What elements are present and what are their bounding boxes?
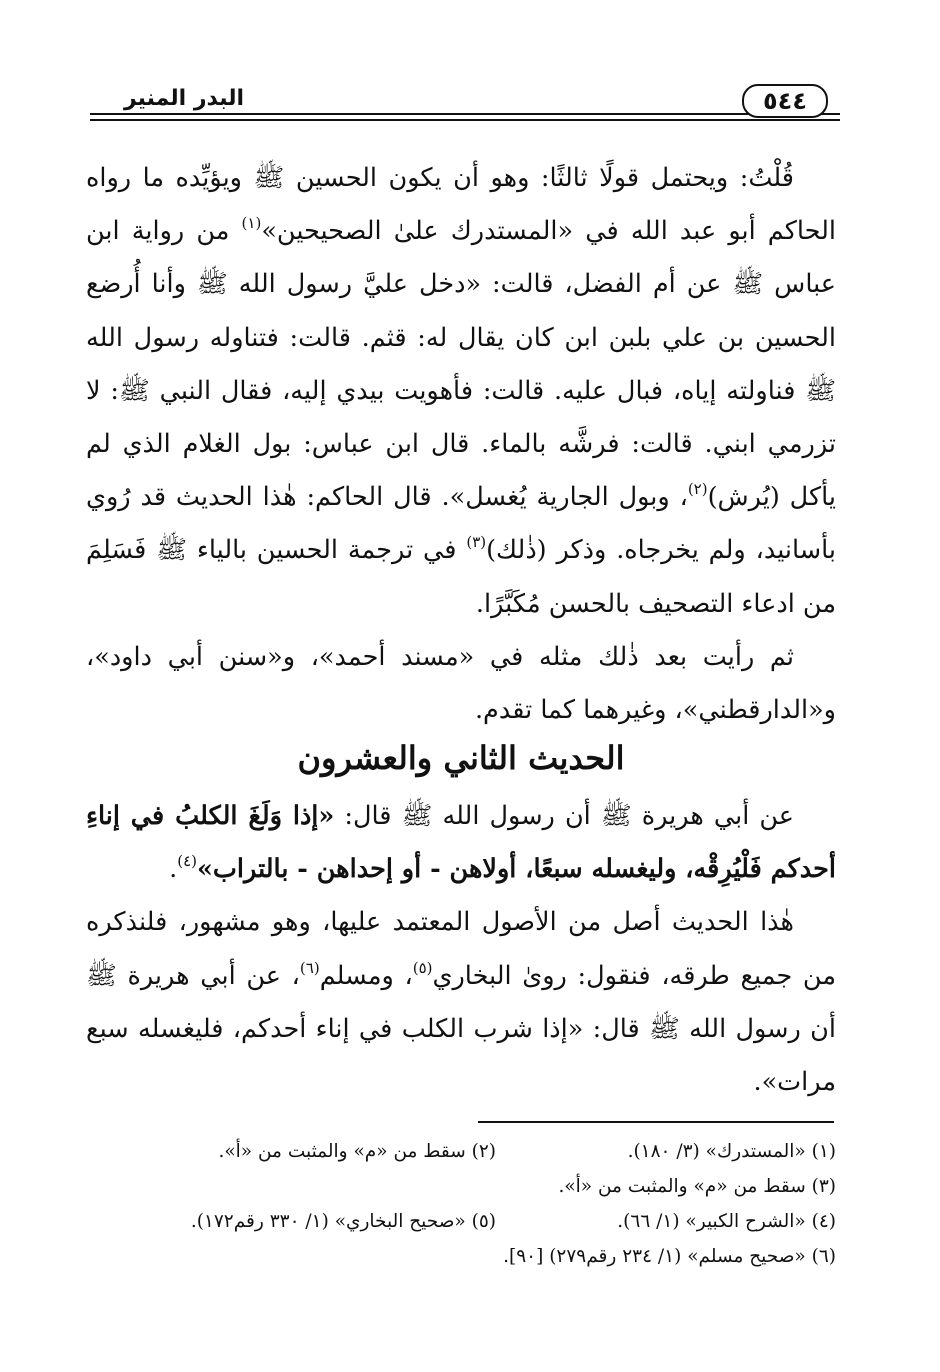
footnote-ref-2[interactable]: (٢)	[687, 480, 708, 499]
paragraph-3-part-c: ، عن أبي هريرة ﷺ أن رسول الله ﷺ قال: «إذا شرب الكلب في إناء أحدكم، فليغسله سبع مرات».	[86, 960, 836, 1098]
footnote-ref-4[interactable]: (٤)	[177, 852, 197, 871]
footnote-separator	[478, 1121, 834, 1123]
footnote-row	[86, 1239, 836, 1274]
book-title: البدر المنير	[118, 86, 250, 112]
paragraph-3-part-b: ، ومسلم	[319, 960, 413, 991]
footnote-ref-6[interactable]: (٦)	[299, 958, 320, 977]
paragraph-1-part-a: قُلْتُ: ويحتمل قولًا ثالثًا: وهو أن يكون الحسين ﷺ ويؤيِّده ما رواه الحاكم أبو عبد الله في «المستدرك علىٰ الصحيحين»	[86, 163, 837, 247]
page-number: ٥٤٤	[742, 84, 828, 118]
hadith-paragraph	[86, 790, 836, 896]
hadith-intro: عن أبي هريرة ﷺ أن رسول الله ﷺ قال:	[334, 801, 794, 831]
paragraph-3	[86, 896, 836, 1109]
body-text-block-1	[86, 152, 836, 737]
footnote-row	[86, 1134, 836, 1169]
paragraph-2: ثم رأيت بعد ذٰلك مثله في «مسند أحمد»، و«سنن أبي داود»، و«الدارقطني»، وغيرهما كما تقدم.	[86, 641, 836, 726]
footnote-2: (٢) سقط من «م» والمثبت من «أ».	[218, 1141, 496, 1162]
header-rule-bottom	[90, 119, 840, 121]
section-title: الحديث الثاني والعشرون	[297, 739, 625, 777]
footnote-row	[86, 1169, 836, 1204]
footnote-6: (٦) «صحيح مسلم» (١/ ٢٣٤ رقم٢٧٩) [٩٠].	[503, 1246, 836, 1267]
paragraph-1	[86, 152, 836, 631]
header-rule-top	[90, 113, 840, 115]
hadith-text: «إذا وَلَغَ الكلبُ في إناءِ أحدكم فَلْيُرِقْه، وليغسله سبعًا، أولاهن - أو إحداهن - بالتراب»	[86, 801, 836, 885]
footnote-1: (١) «المستدرك» (٣/ ١٨٠).	[627, 1141, 836, 1162]
footnote-5: (٥) «صحيح البخاري» (١/ ٣٣٠ رقم١٧٢).	[190, 1211, 496, 1232]
hadith-end: .	[169, 854, 178, 885]
paragraph-1-part-d: في ترجمة الحسين بالياء ﷺ فَسَلِمَ من ادعاء التصحيف بالحسن مُكَبَّرًا.	[86, 535, 836, 619]
body-text-block-2	[86, 790, 836, 1109]
paragraph-1-part-c: ، وبول الجارية يُغسل». قال الحاكم: هٰذا الحديث قد رُوي بأسانيد، ولم يخرجاه. وذكر (ذٰلك)	[86, 482, 837, 566]
footnote-3: (٣) سقط من «م» والمثبت من «أ».	[558, 1176, 836, 1197]
footnote-ref-3[interactable]: (٣)	[466, 533, 487, 552]
page-header	[90, 80, 840, 130]
paragraph-3-part-a: هٰذا الحديث أصل من الأصول المعتمد عليها، وهو مشهور، فلنذكره من جميع طرقه، فنقول: روىٰ البخاري	[86, 907, 836, 991]
paragraph-1-part-b: من رواية ابن عباس ﷺ عن أم الفضل، قالت: «دخل عليَّ رسول الله ﷺ وأنا أُرضع الحسين بن علي بلبن ابن كان يقال له: قثم. قالت: فتناوله رسول الله ﷺ فناولته إياه، فبال عليه. قالت: فأهويت بيدي إليه، فقال النبي ﷺ: لا تزرمي ابني. قالت: فرشَّه بالماء. قال ابن عباس: بول الغلام الذي لم يأكل (يُرش)	[86, 216, 836, 513]
footnote-row	[86, 1204, 836, 1239]
footnotes	[86, 1134, 836, 1274]
footnote-ref-5[interactable]: (٥)	[412, 958, 433, 977]
footnote-4: (٤) «الشرح الكبير» (١/ ٦٦).	[617, 1211, 836, 1232]
footnote-ref-1[interactable]: (١)	[241, 214, 262, 233]
